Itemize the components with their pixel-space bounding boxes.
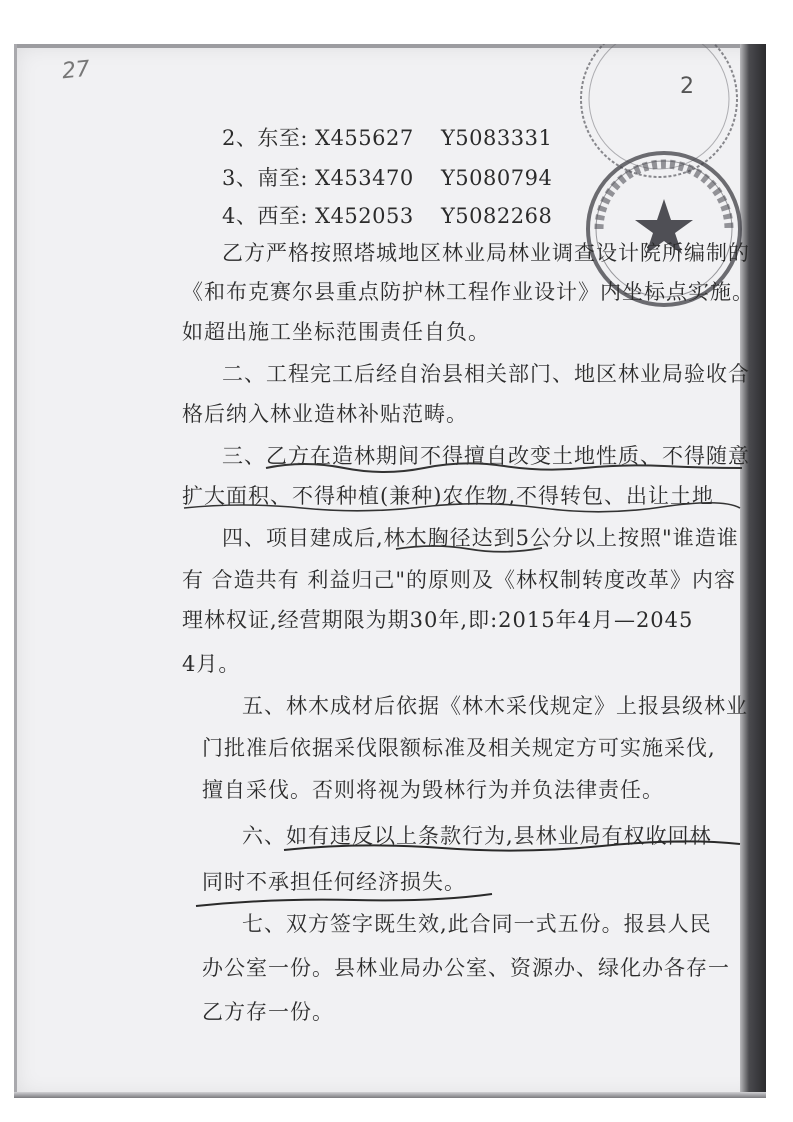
body-line-5: 格后纳入林业造林补贴范畴。	[182, 402, 468, 426]
body-line-17: 七、双方签字既生效,此合同一式五份。报县人民	[242, 912, 712, 936]
body-line-18: 办公室一份。县林业局办公室、资源办、绿化办各存一	[202, 956, 730, 980]
body-line-3: 如超出施工坐标范围责任自负。	[182, 320, 490, 344]
body-line-13: 门批准后依据采伐限额标准及相关规定方可实施采伐,	[202, 736, 716, 760]
body-line-16: 同时不承担任何经济损失。	[202, 870, 466, 894]
body-line-8: 四、项目建成后,林木胸径达到5公分以上按照"谁造谁	[222, 526, 739, 550]
coord-line-west: 4、西至: X452053 Y5082268	[222, 204, 553, 228]
body-line-4: 二、工程完工后经自治县相关部门、地区林业局验收合	[222, 362, 750, 386]
body-line-1: 乙方严格按照塔城地区林业局林业调查设计院所编制的	[222, 241, 750, 265]
page-left-edge	[14, 44, 17, 1098]
scanned-page	[14, 44, 766, 1098]
body-line-2: 《和布克赛尔县重点防护林工程作业设计》内坐标点实施。	[182, 280, 754, 304]
body-line-15: 六、如有违反以上条款行为,县林业局有权收回林	[242, 824, 712, 848]
body-line-10: 理林权证,经营期限为期30年,即:2015年4月—2045	[182, 608, 694, 632]
coord-line-east: 2、东至: X455627 Y5083331	[222, 126, 553, 150]
page-bottom-edge	[14, 1092, 766, 1098]
body-line-14: 擅自采伐。否则将视为毁林行为并负法律责任。	[202, 778, 664, 802]
page-number: 2	[680, 74, 694, 99]
body-line-12: 五、林木成材后依据《林木采伐规定》上报县级林业	[242, 694, 748, 718]
body-line-11: 4月。	[182, 652, 241, 676]
handwritten-page-mark: 27	[60, 56, 92, 85]
body-line-9: 有 合造共有 利益归己"的原则及《林权制转度改革》内容	[182, 568, 737, 592]
body-line-6: 三、乙方在造林期间不得擅自改变土地性质、不得随意	[222, 444, 750, 468]
body-line-7: 扩大面积、不得种植(兼种)农作物,不得转包、出让土地	[182, 484, 715, 508]
coord-line-south: 3、南至: X453470 Y5080794	[222, 166, 553, 190]
body-line-19: 乙方存一份。	[202, 1000, 334, 1024]
